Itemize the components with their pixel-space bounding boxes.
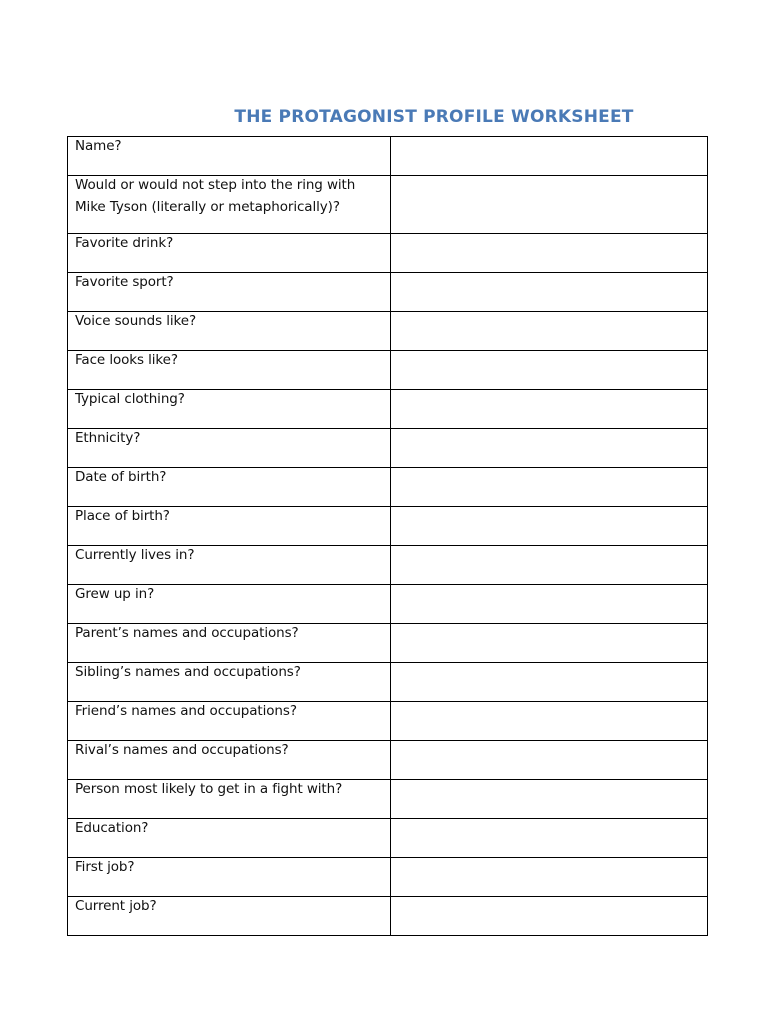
- question-label: Name?: [75, 138, 122, 154]
- table-row: [68, 429, 708, 468]
- question-cell: [68, 585, 391, 624]
- worksheet-title: THE PROTAGONIST PROFILE WORKSHEET: [234, 107, 634, 127]
- question-cell: [68, 702, 391, 741]
- question-cell: [68, 780, 391, 819]
- table-row: [68, 312, 708, 351]
- table-row: [68, 468, 708, 507]
- question-cell: [68, 468, 391, 507]
- question-label: Ethnicity?: [75, 430, 141, 446]
- answer-cell[interactable]: [391, 897, 708, 936]
- answer-cell[interactable]: [391, 663, 708, 702]
- answer-cell[interactable]: [391, 585, 708, 624]
- answer-cell[interactable]: [391, 624, 708, 663]
- answer-cell[interactable]: [391, 741, 708, 780]
- question-label: Grew up in?: [75, 586, 155, 602]
- question-cell: [68, 273, 391, 312]
- answer-cell[interactable]: [391, 780, 708, 819]
- table-row: [68, 858, 708, 897]
- table-row: [68, 390, 708, 429]
- profile-table: [67, 136, 708, 936]
- question-cell: [68, 897, 391, 936]
- question-cell: [68, 390, 391, 429]
- question-label: Friend’s names and occupations?: [75, 703, 297, 719]
- question-label: Favorite sport?: [75, 274, 174, 290]
- question-label: Would or would not step into the ring with Mike Tyson (literally or metaphorically)?: [75, 177, 356, 215]
- answer-cell[interactable]: [391, 234, 708, 273]
- question-label: Rival’s names and occupations?: [75, 742, 289, 758]
- question-label: Place of birth?: [75, 508, 170, 524]
- question-cell: [68, 137, 391, 176]
- question-label: Currently lives in?: [75, 547, 195, 563]
- table-row: [68, 741, 708, 780]
- answer-cell[interactable]: [391, 176, 708, 234]
- question-label: Parent’s names and occupations?: [75, 625, 299, 641]
- answer-cell[interactable]: [391, 273, 708, 312]
- question-label: First job?: [75, 859, 135, 875]
- question-cell: [68, 234, 391, 273]
- question-cell: [68, 176, 391, 234]
- table-row: [68, 663, 708, 702]
- question-label: Sibling’s names and occupations?: [75, 664, 301, 680]
- question-cell: [68, 312, 391, 351]
- table-row: [68, 546, 708, 585]
- table-row: [68, 176, 708, 234]
- question-cell: [68, 741, 391, 780]
- table-row: [68, 507, 708, 546]
- answer-cell[interactable]: [391, 351, 708, 390]
- answer-cell[interactable]: [391, 137, 708, 176]
- answer-cell[interactable]: [391, 312, 708, 351]
- answer-cell[interactable]: [391, 468, 708, 507]
- answer-cell[interactable]: [391, 702, 708, 741]
- question-cell: [68, 819, 391, 858]
- question-cell: [68, 663, 391, 702]
- question-label: Current job?: [75, 898, 157, 914]
- question-cell: [68, 507, 391, 546]
- table-row: [68, 897, 708, 936]
- question-cell: [68, 429, 391, 468]
- question-cell: [68, 858, 391, 897]
- table-row: [68, 351, 708, 390]
- question-cell: [68, 546, 391, 585]
- question-label: Favorite drink?: [75, 235, 174, 251]
- question-label: Typical clothing?: [75, 391, 185, 407]
- question-label: Person most likely to get in a fight with?: [75, 781, 343, 797]
- table-row: [68, 819, 708, 858]
- table-row: [68, 137, 708, 176]
- table-row: [68, 234, 708, 273]
- answer-cell[interactable]: [391, 429, 708, 468]
- answer-cell[interactable]: [391, 819, 708, 858]
- answer-cell[interactable]: [391, 858, 708, 897]
- answer-cell[interactable]: [391, 507, 708, 546]
- answer-cell[interactable]: [391, 390, 708, 429]
- question-label: Education?: [75, 820, 149, 836]
- table-row: [68, 780, 708, 819]
- table-row: [68, 585, 708, 624]
- answer-cell[interactable]: [391, 546, 708, 585]
- table-row: [68, 273, 708, 312]
- table-row: [68, 624, 708, 663]
- table-row: [68, 702, 708, 741]
- question-label: Date of birth?: [75, 469, 167, 485]
- question-cell: [68, 351, 391, 390]
- question-label: Face looks like?: [75, 352, 178, 368]
- question-label: Voice sounds like?: [75, 313, 197, 329]
- question-cell: [68, 624, 391, 663]
